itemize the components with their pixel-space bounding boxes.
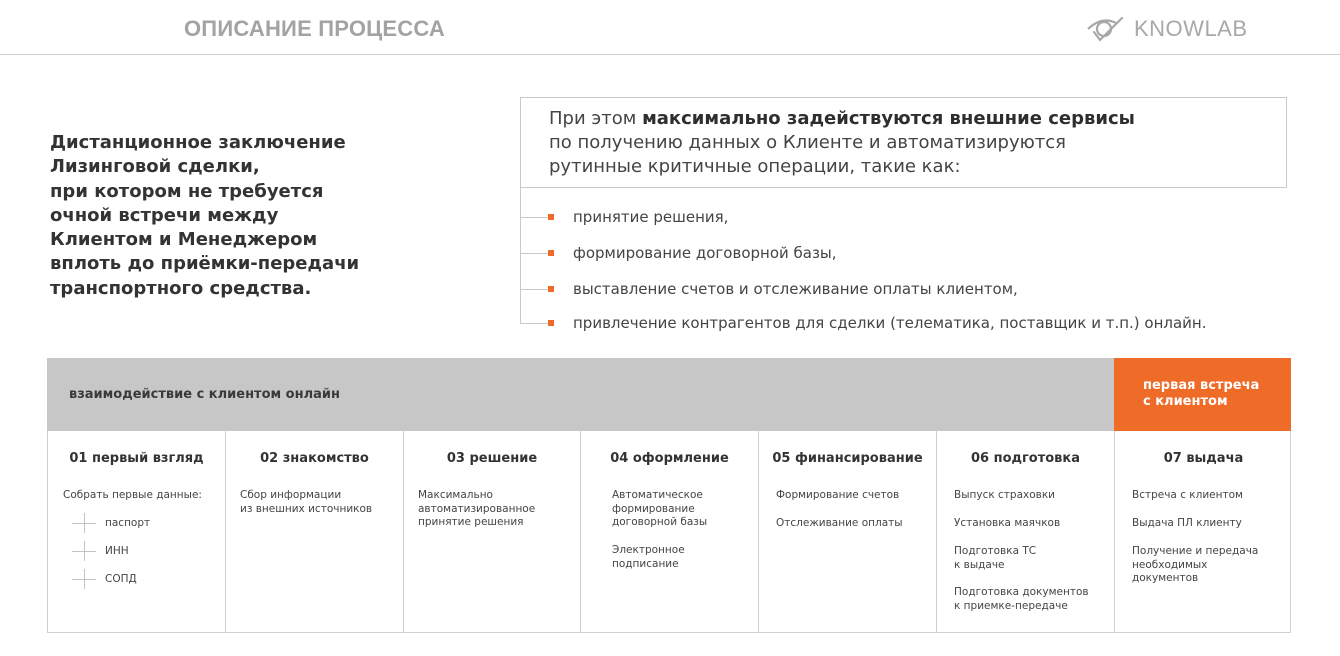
step-item [954,517,1060,531]
step-item-line: Выпуск страховки [954,489,1056,501]
step-item [612,544,685,571]
online-interaction-band [47,358,1114,431]
intro-line: Клиентом и Менеджером [50,229,318,251]
first-meeting-label: с клиентом [1143,394,1228,409]
step-item [1132,517,1242,531]
step-item-line: Встреча с клиентом [1132,489,1243,501]
step-item [954,545,1036,572]
intro-line: вплоть до приёмки-передачи [50,253,360,275]
step-item [612,489,707,530]
step-item [954,489,1055,503]
logo [1086,14,1248,44]
step-item-line: Отслеживание оплаты [776,517,903,529]
step-item-line: договорной базы [612,516,708,528]
bullet-item [520,207,728,227]
step-subitem-label: СОПД [105,573,137,585]
logo-text: KNOWLAB [1134,16,1248,41]
plus-icon [72,569,96,589]
bullet-connector [520,289,550,290]
step-acquaintance [226,431,404,632]
step-item-line: к выдаче [954,558,1005,571]
callout-prefix: При этом [549,108,643,129]
step-item-line: формирование [612,502,695,515]
step-title: 05 финансирование [772,451,923,466]
step-preparation [937,431,1115,632]
bullet-item [520,279,1018,299]
step-decision [404,431,581,632]
step-item [240,489,372,516]
step-item-line: Выдача ПЛ клиенту [1132,517,1242,529]
first-meeting-band [1114,358,1291,431]
intro-line: при котором не требуется [50,180,324,202]
intro-line: очной встречи между [50,204,279,226]
bullet-item [520,243,837,263]
step-item [418,489,535,530]
bullet-item [520,313,1207,333]
callout-box [520,97,1287,188]
step-item [776,489,899,503]
step-registration [581,431,759,632]
step-item-line: Подготовка документов [954,586,1089,598]
step-item-line: к приемке-передаче [954,599,1068,612]
step-item-line: Получение и передача [1132,545,1259,557]
step-item [776,517,903,531]
callout-line [549,107,1286,131]
step-item-line: подписание [612,557,679,570]
process-steps [47,431,1291,633]
bullet-connector [520,217,550,218]
step-item-line: Электронное [612,544,685,556]
intro-line: Дистанционное заключение [50,132,346,153]
step-first-look [48,431,226,632]
step-title: 01 первый взгляд [69,451,204,466]
bullet-connector [520,253,550,254]
step-title: 07 выдача [1163,451,1244,466]
bullet-text: выставление счетов и отслеживание оплаты клиентом, [573,280,1018,298]
step-item-line: автоматизированное [418,502,536,515]
plus-icon [72,513,96,533]
step-item [1132,545,1258,586]
step-financing [759,431,937,632]
callout-line: рутинные критичные операции, такие как: [549,156,961,177]
intro-line: Лизинговой сделки, [50,156,260,178]
step-item-line: Формирование счетов [776,489,900,501]
first-meeting-label: первая встреча [1143,378,1260,393]
page-title: ОПИСАНИЕ ПРОЦЕССА [184,16,446,41]
step-item-line: Установка маячков [954,517,1061,529]
bullet-text: принятие решения, [573,208,729,226]
bullet-connector [520,323,550,324]
step-subitem [72,513,150,533]
step-item-line: документов [1132,572,1199,584]
eye-check-icon [1086,14,1130,44]
step-subitem [72,569,137,589]
step-item [954,586,1089,613]
header-divider [0,54,1340,55]
bullet-marker-icon [548,286,554,292]
step-subitem-label: паспорт [105,517,151,529]
step-subitem [72,541,129,561]
step-title: 04 оформление [610,451,729,466]
step-item-line: необходимых [1132,558,1208,571]
bullet-text: привлечение контрагентов для сделки (телематика, поставщик и т.п.) онлайн. [573,314,1207,332]
intro-line: транспортного средства. [50,277,312,299]
bullet-marker-icon [548,320,554,326]
step-subitem-label: ИНН [105,545,129,557]
step-item-line: Максимально [418,489,493,501]
step-handover [1115,431,1292,632]
step-item-line: Подготовка ТС [954,545,1037,557]
step-item-line: Собрать первые данные: [63,489,202,501]
online-interaction-label: взаимодействие с клиентом онлайн [69,387,340,402]
callout-bold: максимально задействуются внешние сервисы [642,108,1135,129]
bullet-marker-icon [548,250,554,256]
step-item-line: принятие решения [418,516,524,528]
plus-icon [72,541,96,561]
step-item-line: Сбор информации [240,489,342,501]
step-title: 02 знакомство [260,451,369,466]
step-title: 06 подготовка [970,451,1081,466]
step-title: 03 решение [446,451,538,466]
step-item [63,489,202,503]
bullet-marker-icon [548,214,554,220]
callout-line: по получению данных о Клиенте и автоматизируются [549,132,1066,153]
intro-text [50,131,410,301]
step-item [1132,489,1243,503]
bullet-text: формирование договорной базы, [573,244,837,262]
step-item-line: из внешних источников [240,502,373,515]
step-item-line: Автоматическое [612,489,703,501]
